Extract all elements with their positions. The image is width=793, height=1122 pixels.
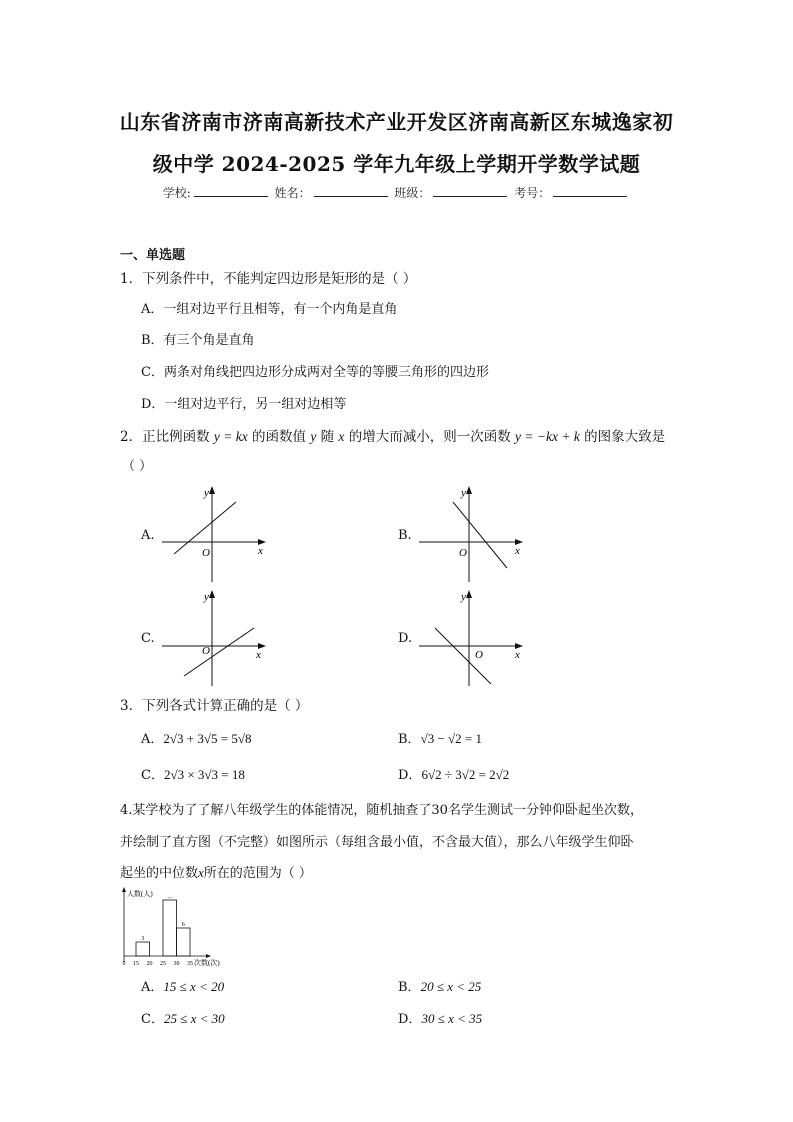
q4-option-c-label: C． bbox=[141, 1012, 164, 1027]
page-title-line-2: 级中学 2024-2025 学年九年级上学期开学数学试题 bbox=[152, 152, 641, 176]
graph-d-x-label: x bbox=[515, 649, 520, 661]
histogram-bar bbox=[136, 942, 150, 956]
histogram-x-tick: 20 bbox=[146, 961, 153, 967]
q2-graph-a bbox=[158, 484, 268, 584]
q1-option-b: B．有三个角是直角 bbox=[141, 333, 255, 348]
q3-option-c-expr: 2√3 × 3√3 = 18 bbox=[163, 767, 245, 782]
q4-option-d-expr: 30 ≤ x < 35 bbox=[421, 1011, 483, 1026]
histogram-bar bbox=[177, 928, 191, 956]
q3-option-a-expr: 2√3 + 3√5 = 5√8 bbox=[163, 731, 252, 746]
q2-equation-1: y = kx bbox=[213, 429, 248, 444]
q2-equation-2: y = −kx + k bbox=[515, 429, 580, 444]
q3-option-c bbox=[141, 766, 245, 785]
school-label: 学校: bbox=[162, 186, 191, 200]
graph-a-y-label: y bbox=[204, 487, 209, 499]
graph-c-x-label: x bbox=[256, 649, 261, 661]
section-title: 一、单选题 bbox=[120, 248, 186, 263]
q4-line-3-part: 所在的范围为（ ） bbox=[203, 866, 312, 881]
q2-stem-part: 随 bbox=[320, 429, 335, 445]
q2-label-b: B. bbox=[398, 528, 412, 543]
q3-stem: 3．下列各式计算正确的是（ ） bbox=[120, 698, 309, 714]
graph-c-y-label: y bbox=[204, 591, 209, 603]
histogram-x-tick: 35 bbox=[187, 961, 193, 967]
q2-stem bbox=[120, 428, 680, 446]
histogram-bar bbox=[163, 900, 177, 956]
q3-option-b-expr: √3 − √2 = 1 bbox=[420, 731, 482, 746]
q2-label-c: C. bbox=[141, 631, 155, 646]
q3-option-a bbox=[141, 730, 251, 749]
histogram-x-tick: 15 bbox=[133, 961, 139, 967]
q4-option-d-label: D． bbox=[398, 1012, 422, 1027]
q2-graph-b bbox=[415, 484, 525, 584]
histogram-bar-label: 3 bbox=[141, 936, 145, 942]
q2-stem-part: 的图象大致是 bbox=[584, 429, 666, 445]
q4-option-c bbox=[141, 1010, 225, 1029]
histogram-bar-label: ... bbox=[167, 894, 172, 900]
histogram-x-tick: 30 bbox=[173, 961, 180, 967]
graph-b-origin: O bbox=[459, 547, 467, 559]
student-info-line bbox=[0, 184, 793, 201]
q3-option-d bbox=[398, 766, 509, 785]
q3-option-d-label: D． bbox=[398, 768, 422, 783]
graph-c-origin: O bbox=[202, 645, 210, 657]
q1-option-a: A．一组对边平行且相等，有一个内角是直角 bbox=[141, 302, 398, 317]
q2-stem-part: 的函数值 bbox=[252, 429, 307, 445]
histogram-x-label: 次数(次) bbox=[194, 959, 220, 967]
histogram-y-label: 人数(人) bbox=[127, 890, 153, 898]
q3-option-b-label: B． bbox=[398, 732, 421, 747]
graph-a-x-label: x bbox=[258, 545, 263, 557]
graph-b-y-label: y bbox=[461, 487, 466, 499]
graph-d-origin: O bbox=[475, 649, 483, 661]
q3-option-d-expr: 6√2 ÷ 3√2 = 2√2 bbox=[421, 767, 510, 782]
q4-option-d bbox=[398, 1010, 482, 1029]
q2-label-a: A. bbox=[141, 528, 155, 543]
q2-stem-part: 2．正比例函数 bbox=[120, 429, 210, 445]
q1-stem: 1．下列条件中，不能判定四边形是矩形的是（ ） bbox=[120, 271, 417, 287]
q4-line-1: 4.某学校为了了解八年级学生的体能情况，随机抽查了30名学生测试一分钟仰卧起坐次数， bbox=[120, 803, 643, 818]
q4-line-3 bbox=[120, 864, 680, 883]
histogram-x-tick: 0 bbox=[122, 961, 126, 967]
q2-graph-d bbox=[415, 588, 525, 688]
histogram-x-tick: 25 bbox=[160, 961, 166, 967]
exam-no-blank bbox=[553, 186, 627, 197]
q4-option-a bbox=[141, 978, 224, 997]
page-title-line-1: 山东省济南市济南高新技术产业开发区济南高新区东城逸家初 bbox=[119, 110, 674, 134]
graph-b-x-label: x bbox=[515, 545, 520, 557]
q1-option-c: C．两条对角线把四边形分成两对全等的等腰三角形的四边形 bbox=[141, 365, 489, 380]
name-label: 姓名： bbox=[274, 186, 311, 200]
q4-option-a-expr: 15 ≤ x < 20 bbox=[163, 979, 225, 994]
q4-line-2: 并绘制了直方图（不完整）如图所示（每组含最小值，不含最大值），那么八年级学生仰卧 bbox=[120, 835, 634, 850]
q3-option-a-label: A． bbox=[141, 732, 164, 747]
q3-option-c-label: C． bbox=[141, 768, 164, 783]
q4-option-b bbox=[398, 978, 481, 997]
q3-option-b bbox=[398, 730, 482, 749]
q1-option-d: D．一组对边平行，另一组对边相等 bbox=[141, 397, 347, 412]
graph-a-origin: O bbox=[202, 547, 210, 559]
exam-no-label: 考号： bbox=[514, 186, 551, 200]
q2-var-x: x bbox=[338, 429, 345, 444]
histogram-bar-label: 6 bbox=[181, 922, 185, 928]
q4-option-c-expr: 25 ≤ x < 30 bbox=[163, 1011, 225, 1026]
name-blank bbox=[314, 186, 388, 197]
graph-d-y-label: y bbox=[461, 591, 466, 603]
q2-label-d: D. bbox=[398, 631, 413, 646]
q2-answer-paren: （ ） bbox=[122, 459, 153, 474]
q2-graph-c bbox=[158, 588, 268, 688]
q4-var-x: x bbox=[198, 865, 204, 880]
q4-line-3-part: 起坐的中位数 bbox=[120, 866, 199, 881]
q4-option-b-label: B． bbox=[398, 980, 421, 995]
class-label: 班级： bbox=[394, 186, 431, 200]
q2-stem-part: 的增大而减小，则一次函数 bbox=[348, 429, 511, 445]
q4-option-a-label: A． bbox=[141, 980, 164, 995]
school-blank bbox=[194, 186, 268, 197]
class-blank bbox=[433, 186, 507, 197]
q4-histogram bbox=[118, 886, 238, 970]
q4-option-b-expr: 20 ≤ x < 25 bbox=[420, 979, 482, 994]
q2-var-y: y bbox=[310, 429, 317, 444]
